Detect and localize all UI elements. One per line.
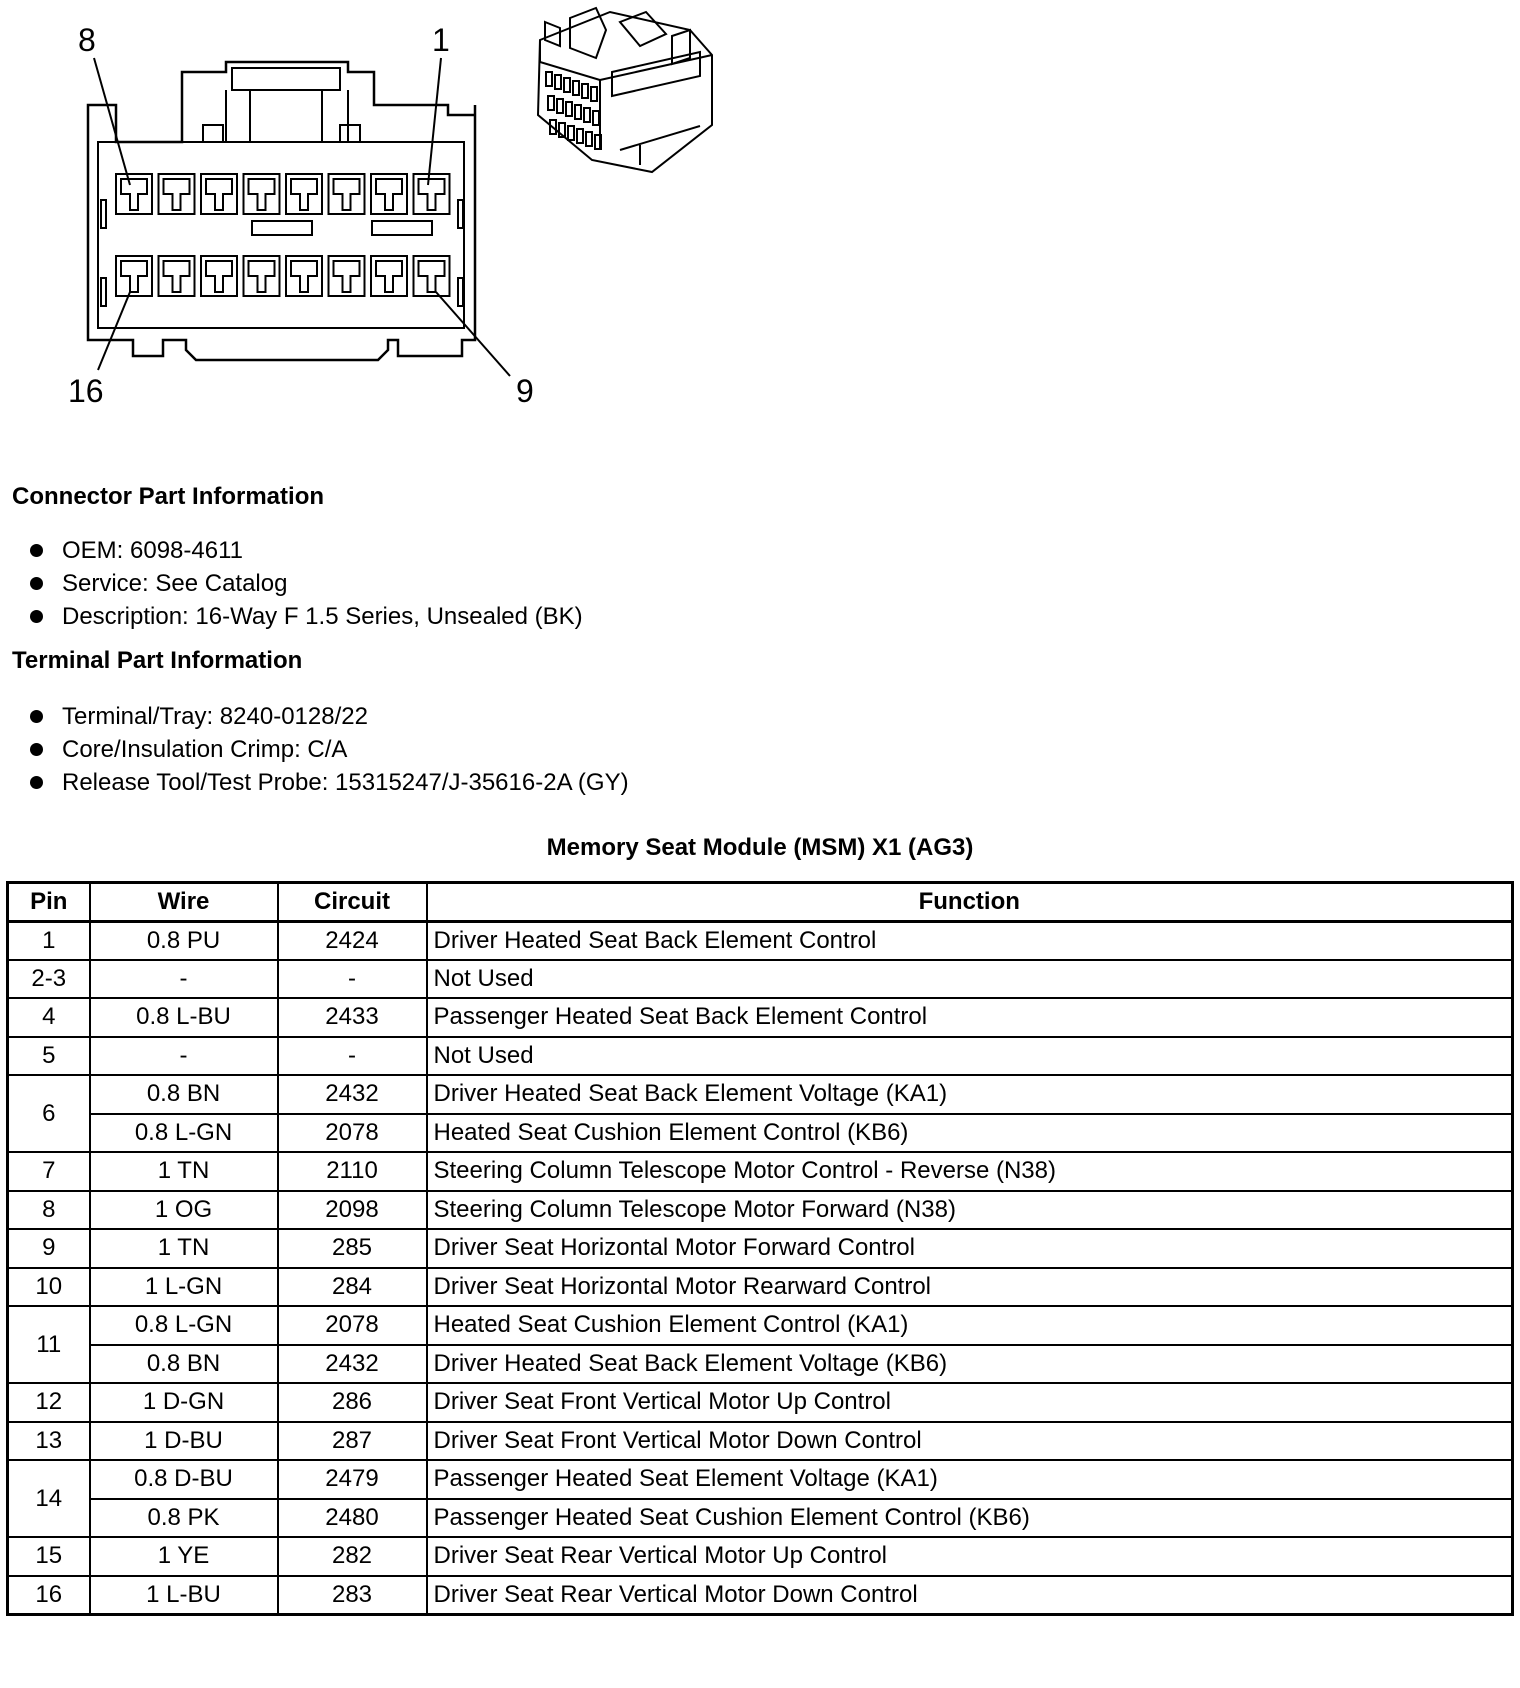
terminal-cavity (159, 256, 195, 296)
pin-cell: 6 (8, 1075, 90, 1152)
table-row (8, 1576, 1513, 1615)
circuit-cell: 2432 (278, 1075, 427, 1114)
function-cell: Steering Column Telescope Motor Control - Reverse (N38) (427, 1152, 1513, 1191)
circuit-cell: 285 (278, 1229, 427, 1268)
function-cell: Driver Heated Seat Back Element Voltage (KB6) (427, 1345, 1513, 1384)
terminal-cavity (371, 174, 407, 214)
terminal-info-release-tool: Release Tool/Test Probe: 15315247/J-35616-2A (GY) (30, 766, 629, 799)
function-cell: Driver Heated Seat Back Element Voltage (KA1) (427, 1075, 1513, 1114)
circuit-cell: 2433 (278, 998, 427, 1037)
wire-cell: 0.8 D-BU (90, 1460, 278, 1499)
header-function: Function (427, 883, 1513, 922)
wire-cell: 1 L-GN (90, 1268, 278, 1307)
terminal-cavity (329, 256, 365, 296)
connector-side-slots (101, 200, 463, 306)
pin-cell: 13 (8, 1422, 90, 1461)
wire-cell: 1 D-GN (90, 1383, 278, 1422)
terminal-cavity (414, 256, 450, 296)
iso-terminal-slot (568, 126, 574, 140)
circuit-cell: 2424 (278, 921, 427, 960)
circuit-cell: - (278, 1037, 427, 1076)
iso-terminal-slot (595, 135, 601, 149)
iso-terminal-slot (584, 108, 590, 122)
terminal-info-tray: Terminal/Tray: 8240-0128/22 (30, 700, 629, 733)
circuit-cell: 286 (278, 1383, 427, 1422)
iso-terminal-slot (575, 105, 581, 119)
terminal-info-heading: Terminal Part Information (12, 647, 303, 674)
table-row (8, 1422, 1513, 1461)
terminal-cavity (329, 174, 365, 214)
iso-terminal-slot (555, 75, 561, 89)
wire-cell: 0.8 PU (90, 921, 278, 960)
function-cell: Not Used (427, 1037, 1513, 1076)
circuit-cell: 2110 (278, 1152, 427, 1191)
circuit-cell: 283 (278, 1576, 427, 1615)
terminal-info-crimp: Core/Insulation Crimp: C/A (30, 733, 629, 766)
terminal-cavity (159, 174, 195, 214)
table-row (8, 1383, 1513, 1422)
terminal-info-list (30, 700, 629, 799)
pin-cell: 7 (8, 1152, 90, 1191)
table-row (8, 1499, 1513, 1538)
table-row (8, 1037, 1513, 1076)
function-cell: Driver Heated Seat Back Element Control (427, 921, 1513, 960)
pin-cell: 16 (8, 1576, 90, 1615)
table-row (8, 1229, 1513, 1268)
iso-terminal-slot (577, 129, 583, 143)
header-pin: Pin (8, 883, 90, 922)
table-header-row (8, 883, 1513, 922)
function-cell: Not Used (427, 960, 1513, 999)
header-circuit: Circuit (278, 883, 427, 922)
table-row (8, 1537, 1513, 1576)
connector-info-service: Service: See Catalog (30, 567, 583, 600)
iso-terminal-slot (557, 99, 563, 113)
pin-label-1: 1 (432, 22, 450, 58)
pin-cell: 15 (8, 1537, 90, 1576)
wire-cell: - (90, 960, 278, 999)
wire-cell: 0.8 PK (90, 1499, 278, 1538)
terminal-cavity (116, 174, 152, 214)
pin-label-16: 16 (68, 373, 104, 409)
connector-info-oem: OEM: 6098-4611 (30, 534, 583, 567)
terminal-cavity (244, 256, 280, 296)
pin-cell: 14 (8, 1460, 90, 1537)
table-row (8, 1268, 1513, 1307)
connector-info-list (30, 534, 583, 633)
wire-cell: 0.8 L-GN (90, 1114, 278, 1153)
iso-terminal-slot (593, 111, 599, 125)
table-title: Memory Seat Module (MSM) X1 (AG3) (546, 834, 974, 861)
function-cell: Driver Seat Rear Vertical Motor Up Control (427, 1537, 1513, 1576)
pin-cell: 8 (8, 1191, 90, 1230)
wire-cell: 1 TN (90, 1152, 278, 1191)
table-row (8, 960, 1513, 999)
connector-key-bars (252, 221, 432, 235)
terminal-cavity (244, 174, 280, 214)
connector-isometric-drawing (538, 8, 712, 172)
pin-cell: 1 (8, 921, 90, 960)
circuit-cell: 2479 (278, 1460, 427, 1499)
table-row (8, 1075, 1513, 1114)
table-row (8, 1460, 1513, 1499)
function-cell: Heated Seat Cushion Element Control (KA1) (427, 1306, 1513, 1345)
connector-info-description: Description: 16-Way F 1.5 Series, Unsealed (BK) (30, 600, 583, 633)
function-cell: Driver Seat Front Vertical Motor Up Control (427, 1383, 1513, 1422)
function-cell: Driver Seat Rear Vertical Motor Down Control (427, 1576, 1513, 1615)
wire-cell: - (90, 1037, 278, 1076)
terminal-cavity (371, 256, 407, 296)
iso-terminal-slot (564, 78, 570, 92)
pin-cell: 4 (8, 998, 90, 1037)
pin-cell: 5 (8, 1037, 90, 1076)
header-wire: Wire (90, 883, 278, 922)
wire-cell: 1 OG (90, 1191, 278, 1230)
wire-cell: 1 L-BU (90, 1576, 278, 1615)
connector-info-heading: Connector Part Information (12, 483, 325, 510)
circuit-cell: 2432 (278, 1345, 427, 1384)
wire-cell: 0.8 L-BU (90, 998, 278, 1037)
iso-terminal-slot (591, 87, 597, 101)
iso-terminal-slot (546, 72, 552, 86)
wire-cell: 0.8 BN (90, 1345, 278, 1384)
pin-cell: 11 (8, 1306, 90, 1383)
terminal-cavity (414, 174, 450, 214)
connector-housing (88, 62, 475, 360)
terminal-cavity (286, 174, 322, 214)
table-row (8, 1191, 1513, 1230)
table-row (8, 1345, 1513, 1384)
function-cell: Passenger Heated Seat Cushion Element Control (KB6) (427, 1499, 1513, 1538)
function-cell: Heated Seat Cushion Element Control (KB6) (427, 1114, 1513, 1153)
terminal-cavity (286, 256, 322, 296)
iso-terminal-slot (582, 84, 588, 98)
function-cell: Passenger Heated Seat Back Element Control (427, 998, 1513, 1037)
circuit-cell: 282 (278, 1537, 427, 1576)
function-cell: Passenger Heated Seat Element Voltage (KA1) (427, 1460, 1513, 1499)
table-row (8, 1152, 1513, 1191)
pinout-table (6, 881, 1514, 1616)
circuit-cell: 2480 (278, 1499, 427, 1538)
table-row (8, 1306, 1513, 1345)
pin-label-8: 8 (78, 22, 96, 58)
pin-cell: 2-3 (8, 960, 90, 999)
terminal-cavity (201, 256, 237, 296)
pin-cell: 9 (8, 1229, 90, 1268)
iso-terminal-slot (573, 81, 579, 95)
circuit-cell: 284 (278, 1268, 427, 1307)
iso-terminal-slot (586, 132, 592, 146)
table-row (8, 998, 1513, 1037)
function-cell: Driver Seat Horizontal Motor Rearward Control (427, 1268, 1513, 1307)
pin-cell: 12 (8, 1383, 90, 1422)
function-cell: Steering Column Telescope Motor Forward (N38) (427, 1191, 1513, 1230)
function-cell: Driver Seat Front Vertical Motor Down Control (427, 1422, 1513, 1461)
wire-cell: 0.8 L-GN (90, 1306, 278, 1345)
terminal-cavity (116, 256, 152, 296)
connector-diagram (0, 0, 760, 440)
table-row (8, 921, 1513, 960)
wire-cell: 0.8 BN (90, 1075, 278, 1114)
connector-latch (203, 68, 360, 142)
table-row (8, 1114, 1513, 1153)
wire-cell: 1 D-BU (90, 1422, 278, 1461)
wire-cell: 1 TN (90, 1229, 278, 1268)
circuit-cell: 2078 (278, 1306, 427, 1345)
pin-label-9: 9 (516, 373, 534, 409)
wire-cell: 1 YE (90, 1537, 278, 1576)
pin-cell: 10 (8, 1268, 90, 1307)
function-cell: Driver Seat Horizontal Motor Forward Control (427, 1229, 1513, 1268)
circuit-cell: 287 (278, 1422, 427, 1461)
circuit-cell: 2098 (278, 1191, 427, 1230)
iso-terminal-slot (548, 96, 554, 110)
circuit-cell: 2078 (278, 1114, 427, 1153)
terminal-cavity (201, 174, 237, 214)
circuit-cell: - (278, 960, 427, 999)
iso-terminal-slot (566, 102, 572, 116)
